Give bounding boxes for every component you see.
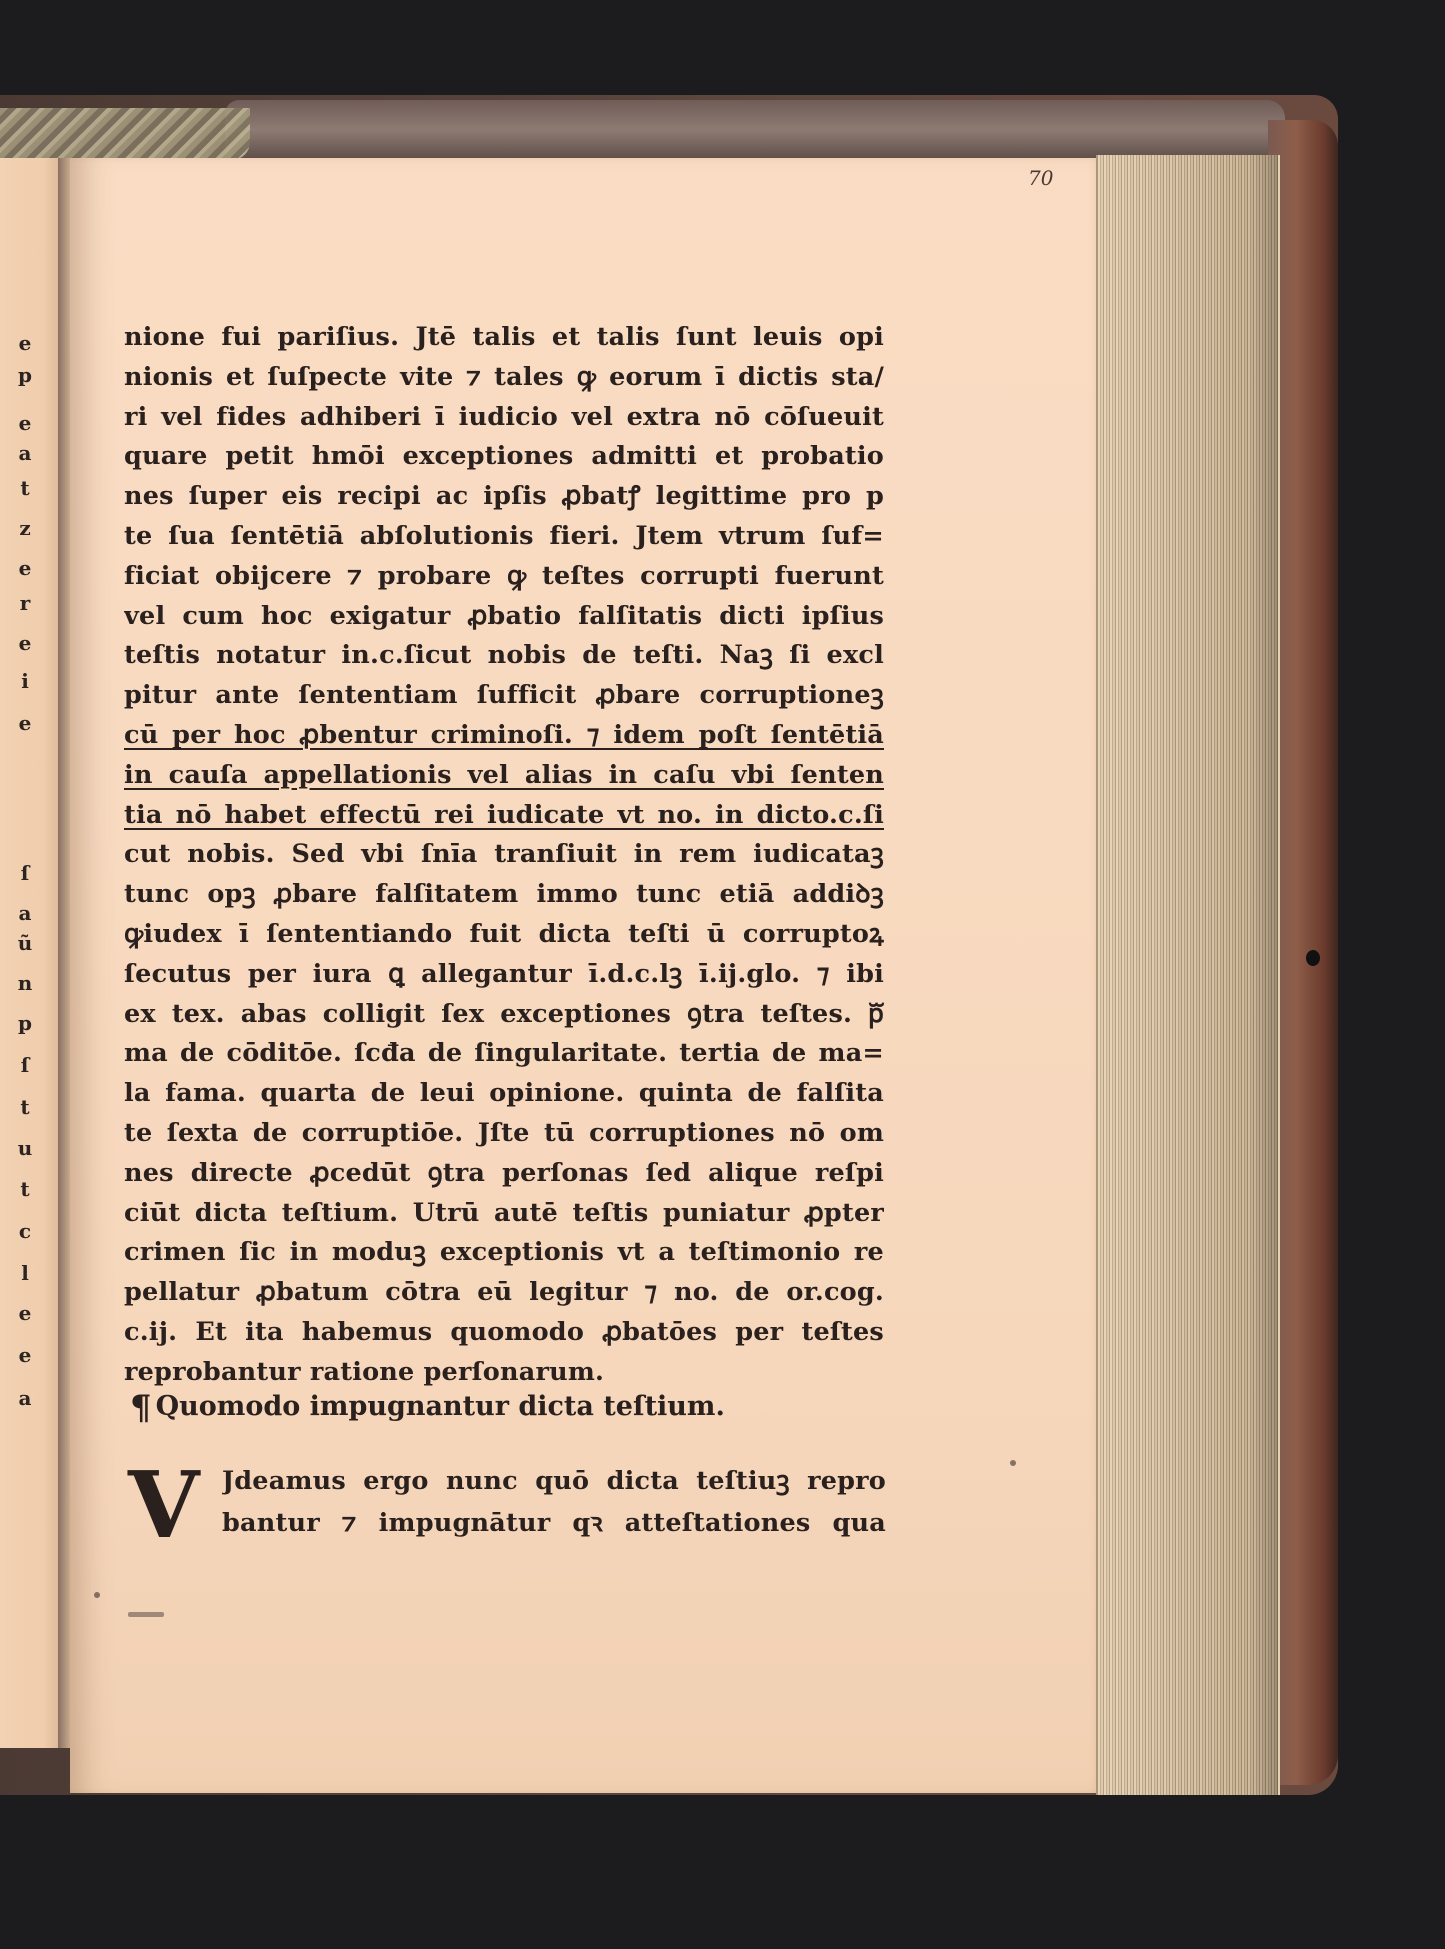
text-line: pitur ante ſententiam ſufficit ꝓbare corruptioneꝫ <box>124 680 884 711</box>
text-line: te ſexta de corruptiōe. Jſte tū corruptiones nō om <box>124 1117 884 1148</box>
ink-smudge <box>128 1612 164 1617</box>
text-line: nes directe ꝓcedūt ꝯtra perſonas ſed alique reſpi <box>124 1157 884 1188</box>
left-page-letter: e <box>18 411 32 435</box>
left-page-letter: e <box>18 556 32 580</box>
left-page-letter: p <box>18 363 32 387</box>
left-page-letter: e <box>18 1343 32 1367</box>
text-line: vel cum hoc exigatur ꝓbatio falſitatis dicti ipſius <box>124 600 884 631</box>
text-line: in cauſa appellationis vel alias in caſu vbi ſenten <box>124 759 884 790</box>
left-page-letter: z <box>19 516 31 540</box>
left-page-letter: e <box>18 631 32 655</box>
binding-hole <box>1306 950 1320 966</box>
left-page-letter: e <box>18 1301 32 1325</box>
text-line: cū per hoc ꝓbentur criminoſi. ⁊ idem poſt ſentētiā <box>124 719 884 750</box>
left-page-letter: r <box>19 591 31 615</box>
left-page-letter: p <box>18 1011 32 1035</box>
left-page-letter: t <box>20 1095 30 1119</box>
text-line: nes ſuper eis recipi ac ipſis ꝓbatꝭ legittime pro p <box>124 481 884 512</box>
text-line: teſtis notatur in.c.ſicut nobis de teſti. Naꝫ ſi excl <box>124 640 884 671</box>
left-page-letter: c <box>18 1219 32 1243</box>
left-page <box>0 158 63 1748</box>
text-line: tia nō habet effectū rei iudicate vt no. in dicto.c.ſi <box>124 799 884 830</box>
left-page-letter: e <box>18 711 32 735</box>
left-page-letter: ſ <box>20 861 30 885</box>
text-line: crimen ſic in moduꝫ exceptionis vt a teſtimonio re <box>124 1237 884 1268</box>
text-line: la fama. quarta de leui opinione. quinta de falſita <box>124 1078 884 1109</box>
text-line: ciūt dicta teſtium. Utrū autē teſtis puniatur ꝓpter <box>124 1197 884 1228</box>
decorated-initial: V <box>128 1451 200 1559</box>
left-page-letter: a <box>18 901 32 925</box>
left-page-letter: ũ <box>17 931 33 955</box>
paragraph-mark: ¶ <box>130 1388 152 1428</box>
text-line: ex tex. abas colligit ſex exceptiones ꝯtra teſtes. pᷓ <box>124 998 884 1029</box>
body-text <box>124 318 884 1393</box>
section-heading <box>130 1388 790 1428</box>
text-line: te ſua ſentētiā abſolutionis fieri. Jtem vtrum ſuf= <box>124 520 884 551</box>
text-line: bantur ⁊ impugnātur qꝛ atteſtationes qua <box>222 1508 886 1538</box>
left-page-letter: a <box>18 1386 32 1410</box>
text-line: pellatur ꝓbatum cōtra eū legitur ⁊ no. de or.cog. <box>124 1277 884 1308</box>
text-line: ma de cōditōe. ſcđa de ſingularitate. tertia de ma= <box>124 1038 884 1069</box>
text-line: ri vel fides adhiberi ī iudicio vel extra nō cōſueuit <box>124 401 884 432</box>
left-page-letter: e <box>18 331 32 355</box>
left-page-letter: i <box>21 669 29 693</box>
text-line: ꝙiudex ī ſententiando fuit dicta teſti ū corruptoꝝ <box>124 918 884 949</box>
folio-number: 70 <box>1028 166 1054 190</box>
text-line: ficiat obijcere ⁊ probare ꝙ teſtes corrupti fuerunt <box>124 560 884 591</box>
text-line: c.ij. Et ita habemus quomodo ꝓbatōes per teſtes <box>124 1316 884 1347</box>
text-line: reprobantur ratione perſonarum. <box>124 1356 605 1387</box>
binding-top-edge <box>225 100 1285 160</box>
left-page-letter: n <box>17 971 33 995</box>
second-paragraph <box>222 1460 886 1544</box>
left-page-letter: ſ <box>20 1053 30 1077</box>
text-line: nionis et ſuſpecte vite ⁊ tales ꝙ eorum ī dictis sta/ <box>124 361 884 392</box>
headband <box>0 108 250 160</box>
text-line: ſecutus per iura ꝗ allegantur ī.d.c.lꝫ ī.ij.glo. ⁊ ibi <box>124 958 884 989</box>
left-page-letter: t <box>20 476 30 500</box>
page-block-shade <box>1096 155 1278 1795</box>
ink-dot <box>94 1592 100 1598</box>
left-page-letter: l <box>21 1261 29 1285</box>
left-page-letter: u <box>17 1136 33 1160</box>
left-page-letter: t <box>20 1177 30 1201</box>
text-line: tunc opꝫ ꝓbare falſitatem immo tunc etiā addiꝺꝫ <box>124 879 884 910</box>
heading-text: Quomodo impugnantur dicta teſtium. <box>155 1391 725 1422</box>
text-line: cut nobis. Sed vbi ſnīa tranſiuit in rem iudicataꝫ <box>124 839 884 870</box>
ink-dot <box>1010 1460 1016 1466</box>
text-line: nione fui pariſius. Jtē talis et talis ſunt leuis opi <box>124 322 884 352</box>
text-line: quare petit hmōi exceptiones admitti et probatio <box>124 441 884 472</box>
left-page-letter: a <box>18 441 32 465</box>
text-line: Jdeamus ergo nunc quō dicta teſtiuꝫ repro <box>222 1466 886 1496</box>
